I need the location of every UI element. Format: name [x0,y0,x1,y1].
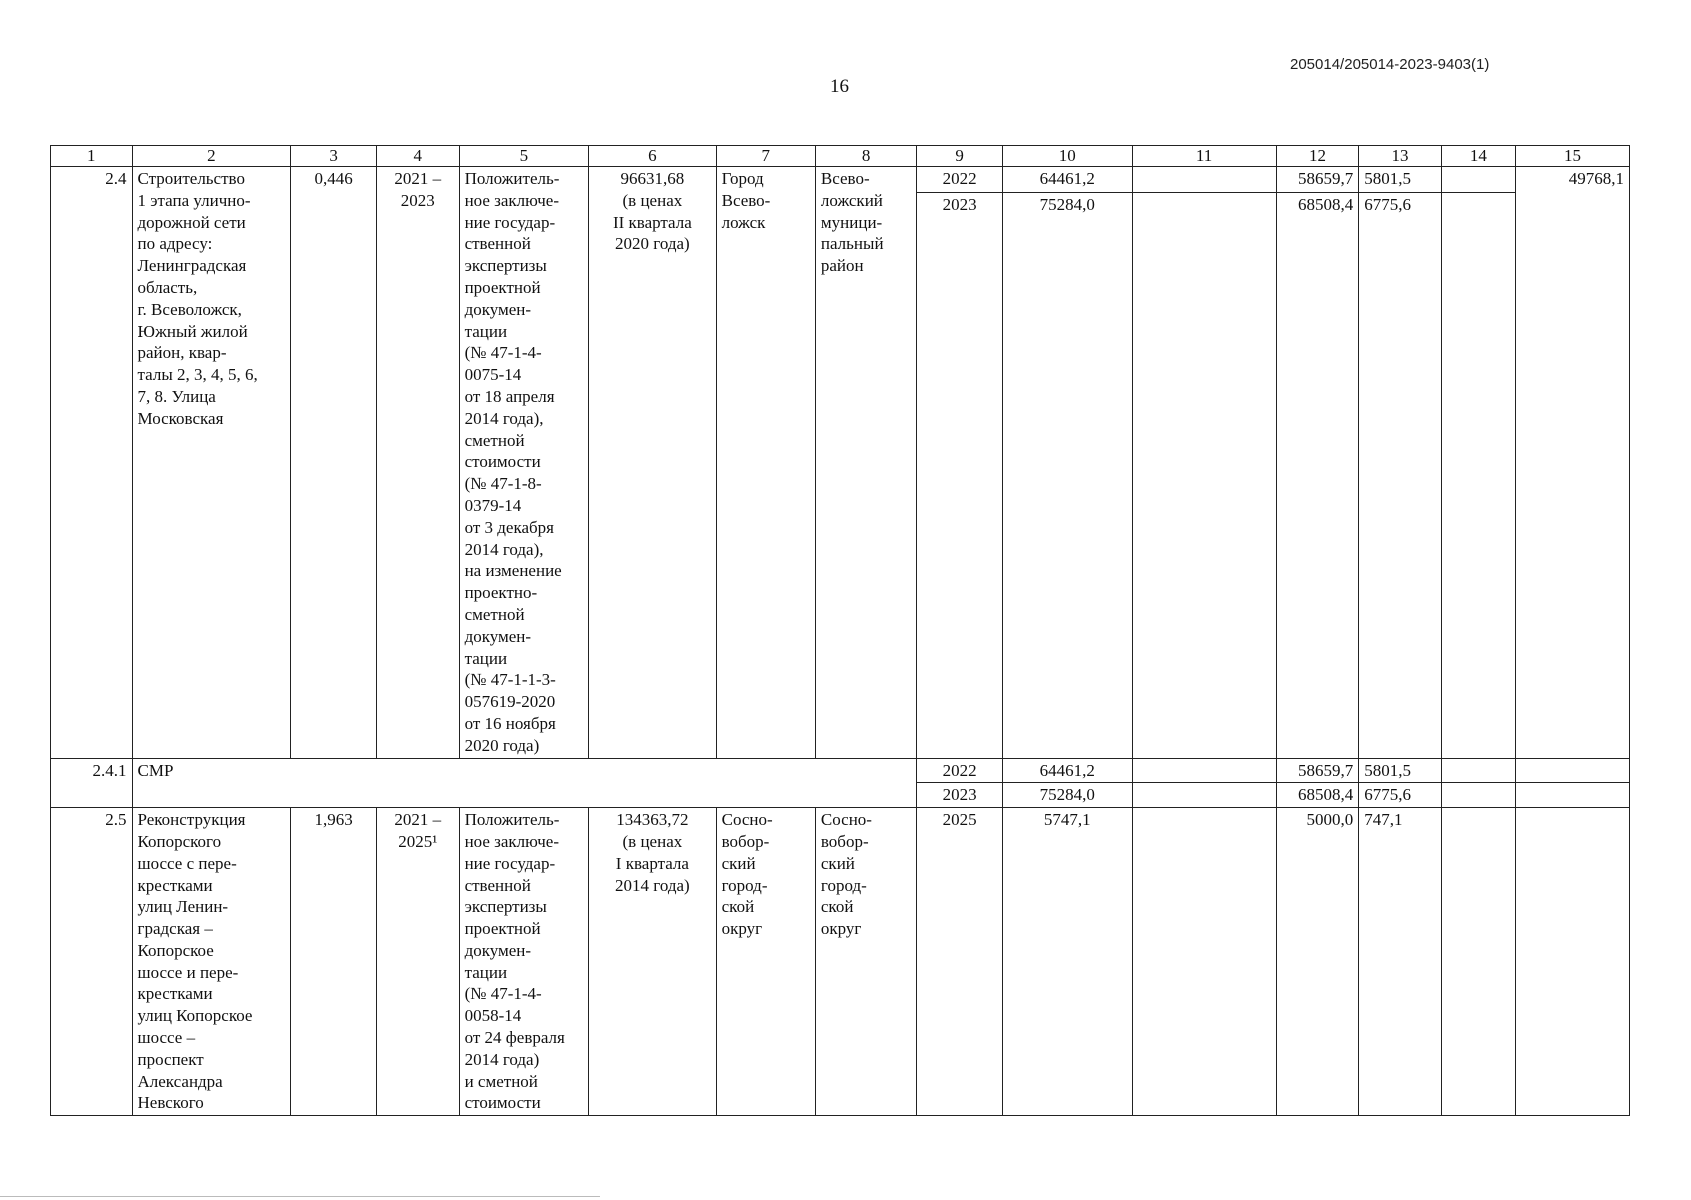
col14-value [1441,758,1515,783]
col11-value [1132,192,1276,758]
settlement-name: Город Всево- ложск [716,167,815,759]
column-number: 11 [1132,146,1276,167]
object-name: СМР [132,758,917,808]
col15-value [1516,808,1630,1116]
document-id: 205014/205014-2023-9403(1) [1290,56,1490,73]
col15-value [1516,783,1630,808]
length-value: 0,446 [291,167,377,759]
district-name: Сосно- вобор- ский город- ской округ [815,808,916,1116]
object-name: Строительство 1 этапа улично- дорожной сети по адресу: Ленинградская область, г. Всеволожск, Южный жилой район, квар- талы 2, 3, 4, 5, 6, 7, 8. Улица Московская [132,167,291,759]
cost-value: 134363,72 (в ценах I квартала 2014 года) [589,808,716,1116]
object-name: Реконструкция Копорского шоссе с пере- крестками улиц Ленин- градская – Копорское шоссе и пере- крестками улиц Копорское шоссе – проспект Александра Невского [132,808,291,1116]
col11-value [1132,758,1276,783]
year-value: 2023 [917,783,1003,808]
column-number-row [51,146,1630,167]
table-row [51,808,1630,1116]
cost-value: 96631,68 (в ценах II квартала 2020 года) [589,167,716,759]
col14-value [1441,167,1515,193]
column-number: 5 [459,146,589,167]
total-value: 64461,2 [1002,758,1132,783]
col13-value: 5801,5 [1359,758,1442,783]
column-number: 6 [589,146,716,167]
row-number: 2.4.1 [51,758,133,808]
year-value: 2023 [917,192,1003,758]
column-number: 15 [1516,146,1630,167]
table-row [51,167,1630,193]
col13-value: 6775,6 [1359,192,1442,758]
total-value: 75284,0 [1002,783,1132,808]
column-number: 9 [917,146,1003,167]
program-table [50,145,1630,1116]
column-number: 7 [716,146,815,167]
column-number: 2 [132,146,291,167]
column-number: 14 [1441,146,1515,167]
total-value: 5747,1 [1002,808,1132,1116]
col13-value: 5801,5 [1359,167,1442,193]
col15-value [1516,758,1630,783]
documents-text: Положитель- ное заключе- ние государ- ственной экспертизы проектной докумен- тации (№ 47-1-4- 0058-14 от 24 февраля 2014 года) и сметной стоимости [459,808,589,1116]
col14-value [1441,808,1515,1116]
table-row [51,758,1630,783]
year-value: 2022 [917,167,1003,193]
col11-value [1132,167,1276,193]
column-number: 4 [377,146,460,167]
row-number: 2.4 [51,167,133,759]
col12-value: 5000,0 [1276,808,1359,1116]
col12-value: 68508,4 [1276,783,1359,808]
col14-value [1441,783,1515,808]
column-number: 1 [51,146,133,167]
column-number: 13 [1359,146,1442,167]
col11-value [1132,808,1276,1116]
col13-value: 6775,6 [1359,783,1442,808]
scan-edge-line [0,1196,600,1197]
col13-value: 747,1 [1359,808,1442,1116]
col12-value: 68508,4 [1276,192,1359,758]
row-number: 2.5 [51,808,133,1116]
total-value: 64461,2 [1002,167,1132,193]
year-value: 2022 [917,758,1003,783]
period-value: 2021 – 2023 [377,167,460,759]
settlement-name: Сосно- вобор- ский город- ской округ [716,808,815,1116]
column-number: 3 [291,146,377,167]
page-number: 16 [830,76,849,97]
year-value: 2025 [917,808,1003,1116]
col15-value: 49768,1 [1516,167,1630,759]
period-value: 2021 – 2025¹ [377,808,460,1116]
column-number: 12 [1276,146,1359,167]
district-name: Всево- ложский муници- пальный район [815,167,916,759]
column-number: 10 [1002,146,1132,167]
documents-text: Положитель- ное заключе- ние государ- ственной экспертизы проектной докумен- тации (№ 47-1-4- 0075-14 от 18 апреля 2014 года), сметной стоимости (№ 47-1-8- 0379-14 от 3 декабря 2014 года), на изменение проектно- сметной докумен- тации (№ 47-1-1-3- 057619-2020 от 16 ноября 2020 года) [459,167,589,759]
col12-value: 58659,7 [1276,167,1359,193]
col12-value: 58659,7 [1276,758,1359,783]
length-value: 1,963 [291,808,377,1116]
column-number: 8 [815,146,916,167]
col14-value [1441,192,1515,758]
col11-value [1132,783,1276,808]
total-value: 75284,0 [1002,192,1132,758]
